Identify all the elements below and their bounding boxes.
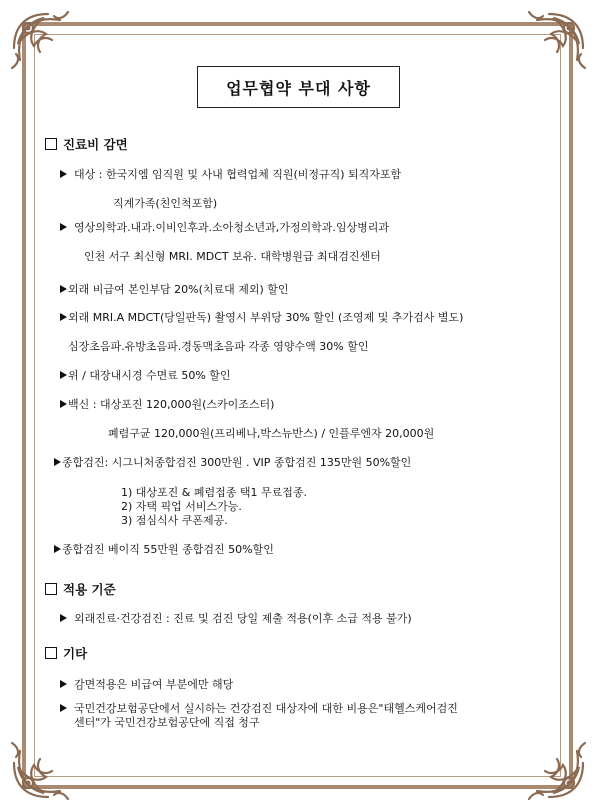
bullet-triangle-icon [54,458,61,466]
numbered-note: 1) 대상포진 & 폐렴접종 택1 무료접종. [121,486,307,499]
bullet-triangle-icon [60,371,67,379]
bullet-triangle-icon [60,223,67,231]
bullet-triangle-icon [60,313,67,321]
list-item [60,702,458,716]
bullet-triangle-icon [60,704,67,712]
list-item-text: 종합검진 베이직 55만원 종합검진 50%할인 [62,543,274,556]
checkbox-square-icon [45,647,57,659]
list-item [54,456,411,470]
list-item-text: 국민건강보험공단에서 실시하는 건강검진 대상자에 대한 비용은"태헬스케어검진 [74,702,458,715]
list-item-text: 외래 비급여 본인부담 20%(치료대 제외) 할인 [68,283,289,296]
bullet-triangle-icon [60,680,67,688]
list-item-continuation: 심장초음파.유방초음파.경동맥초음파 각종 영양수액 30% 할인 [68,340,369,353]
list-item [60,311,463,325]
list-item-continuation: 폐렴구균 120,000원(프리베나,박스뉴반스) / 인플루엔자 20,000원 [108,427,435,440]
corner-ornament-icon [519,8,589,78]
bullet-triangle-icon [60,614,67,622]
numbered-note: 2) 자택 픽업 서비스가능. [121,500,242,513]
list-item-text: 외래진료·건강검진 : 진료 및 검진 당일 제출 적용(이후 소급 적용 불가) [74,612,412,625]
checkbox-square-icon [45,583,57,595]
section-heading-discount [45,138,128,152]
section-heading-text: 적용 기준 [63,582,116,597]
bullet-triangle-icon [60,400,67,408]
list-item [60,369,231,383]
list-item-text: 종합검진: 시그니처종합검진 300만원 . VIP 종합검진 135만원 50%할인 [62,456,412,469]
list-item [60,283,289,297]
list-item [54,543,274,557]
numbered-note: 3) 점심식사 쿠폰제공. [121,514,228,527]
list-item-continuation: 직계가족(친인척포함) [113,197,218,210]
list-item [60,678,233,692]
list-item-text: 감면적용은 비급여 부분에만 해당 [74,678,234,691]
section-heading-other [45,647,87,661]
list-item-continuation: 센터"가 국민건강보험공단에 직접 청구 [74,716,260,729]
list-item [60,221,389,235]
list-item-text: 영상의학과.내과.이비인후과.소아청소년과,가정의학과.임상병리과 [74,221,390,234]
list-item-continuation: 인천 서구 최신형 MRI. MDCT 보유. 대학병원급 최대검진센터 [84,250,381,263]
document-title [197,66,400,108]
list-item [60,612,412,626]
corner-ornament-icon [519,733,589,803]
checkbox-square-icon [45,138,57,150]
section-heading-criteria [45,583,116,597]
document-title-text: 업무협약 부대 사항 [226,78,371,98]
section-heading-text: 기타 [63,646,88,661]
list-item-text: 위 / 대장내시경 수면료 50% 할인 [68,369,231,382]
section-heading-text: 진료비 감면 [63,137,128,152]
corner-ornament-icon [8,8,78,78]
bullet-triangle-icon [60,285,67,293]
bullet-triangle-icon [60,170,67,178]
list-item [60,398,274,412]
corner-ornament-icon [8,733,78,803]
list-item [60,168,401,182]
list-item-text: 백신 : 대상포진 120,000원(스카이조스터) [68,398,275,411]
bullet-triangle-icon [54,545,61,553]
list-item-text: 외래 MRI.A MDCT(당일판독) 촬영시 부위당 30% 할인 (조영제 및 추가검사 별도) [68,311,464,324]
list-item-text: 대상 : 한국지엠 임직원 및 사내 협력업체 직원(비정규직) 퇴직자포함 [74,168,402,181]
